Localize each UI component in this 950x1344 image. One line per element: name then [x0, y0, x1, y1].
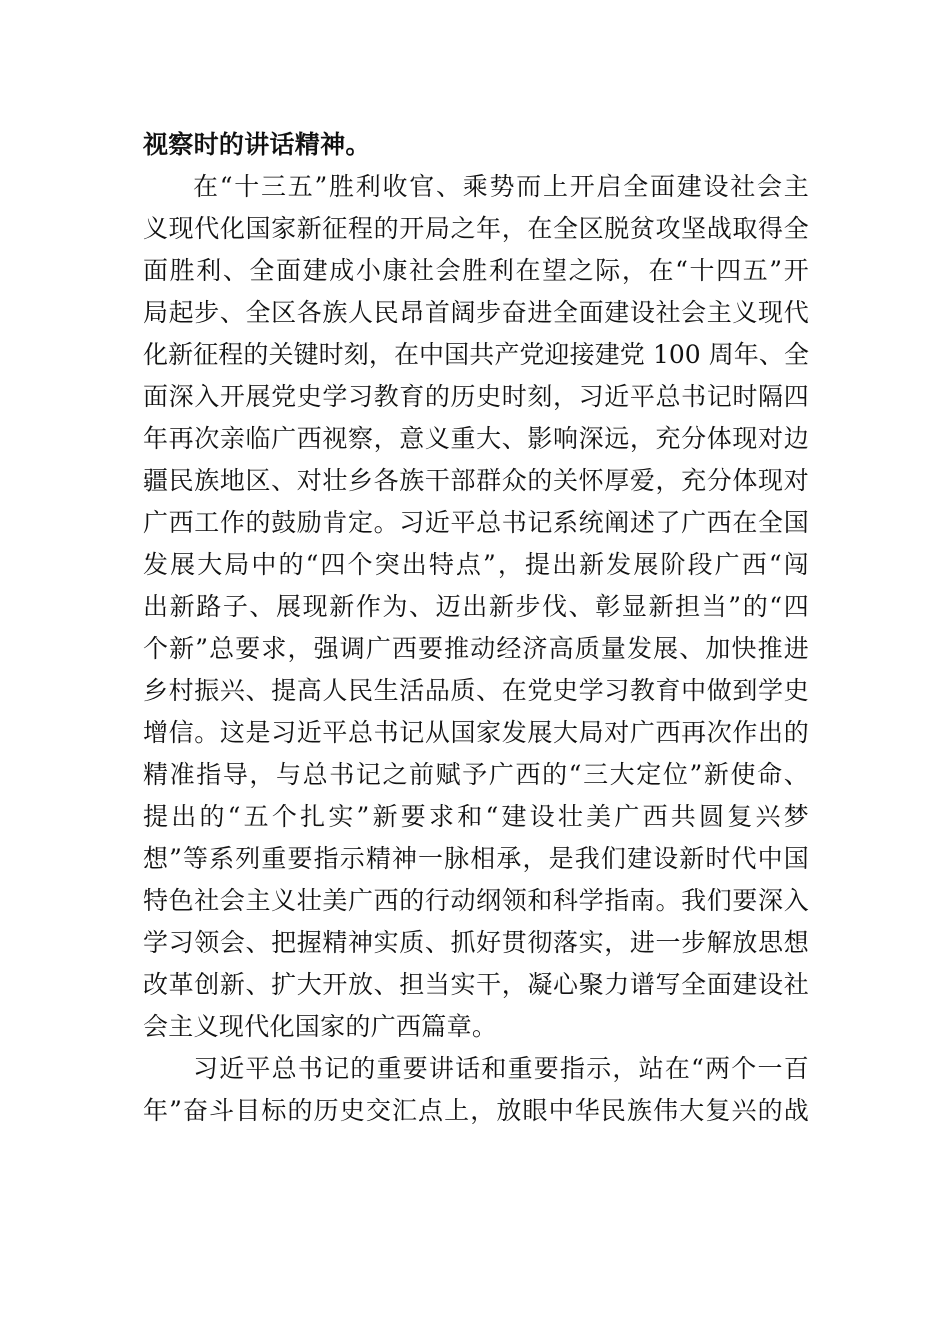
- paragraph-line: 会主义现代化国家的广西篇章。: [143, 1012, 498, 1041]
- paragraph-line: 年”奋斗目标的历史交汇点上，放眼中华民族伟大复兴的战: [143, 1096, 809, 1125]
- paragraph-2: [143, 1048, 809, 1132]
- paragraph-line: 想”等系列重要指示精神一脉相承，是我们建设新时代中国: [143, 844, 809, 873]
- paragraph-line: 习近平总书记的重要讲话和重要指示，站在“两个一百: [193, 1054, 809, 1083]
- paragraph-line: 特色社会主义壮美广西的行动纲领和科学指南。我们要深入: [143, 886, 809, 915]
- paragraph-line: 化新征程的关键时刻，在中国共产党迎接建党 100 周年、全: [143, 340, 809, 369]
- paragraph-line: 局起步、全区各族人民昂首阔步奋进全面建设社会主义现代: [143, 298, 809, 327]
- heading-fragment: 视察时的讲话精神。: [143, 130, 371, 159]
- paragraph-line: 义现代化国家新征程的开局之年，在全区脱贫攻坚战取得全: [143, 214, 809, 243]
- paragraph-line: 精准指导，与总书记之前赋予广西的“三大定位”新使命、: [143, 760, 809, 789]
- paragraph-line: 增信。这是习近平总书记从国家发展大局对广西再次作出的: [143, 718, 809, 747]
- paragraph-line: 发展大局中的“四个突出特点”，提出新发展阶段广西“闯: [143, 550, 809, 579]
- paragraph-line: 广西工作的鼓励肯定。习近平总书记系统阐述了广西在全国: [143, 508, 809, 537]
- paragraph-line: 学习领会、把握精神实质、抓好贯彻落实，进一步解放思想: [143, 928, 809, 957]
- body-text: [143, 124, 809, 1132]
- paragraph-line: 疆民族地区、对壮乡各族干部群众的关怀厚爱，充分体现对: [143, 466, 809, 495]
- paragraph-line: 面胜利、全面建成小康社会胜利在望之际，在“十四五”开: [143, 256, 809, 285]
- paragraph-line: 乡村振兴、提高人民生活品质、在党史学习教育中做到学史: [143, 676, 809, 705]
- paragraph-line: 年再次亲临广西视察，意义重大、影响深远，充分体现对边: [143, 424, 809, 453]
- paragraph-line: 个新”总要求，强调广西要推动经济高质量发展、加快推进: [143, 634, 809, 663]
- paragraph-line: 在“十三五”胜利收官、乘势而上开启全面建设社会主: [193, 172, 809, 201]
- paragraph-line: 改革创新、扩大开放、担当实干，凝心聚力谱写全面建设社: [143, 970, 809, 999]
- paragraph-line: 提出的“五个扎实”新要求和“建设壮美广西共圆复兴梦: [143, 802, 809, 831]
- paragraph-1: [143, 166, 809, 1048]
- paragraph-line: 出新路子、展现新作为、迈出新步伐、彰显新担当”的“四: [143, 592, 809, 621]
- paragraph-line: 面深入开展党史学习教育的历史时刻，习近平总书记时隔四: [143, 382, 809, 411]
